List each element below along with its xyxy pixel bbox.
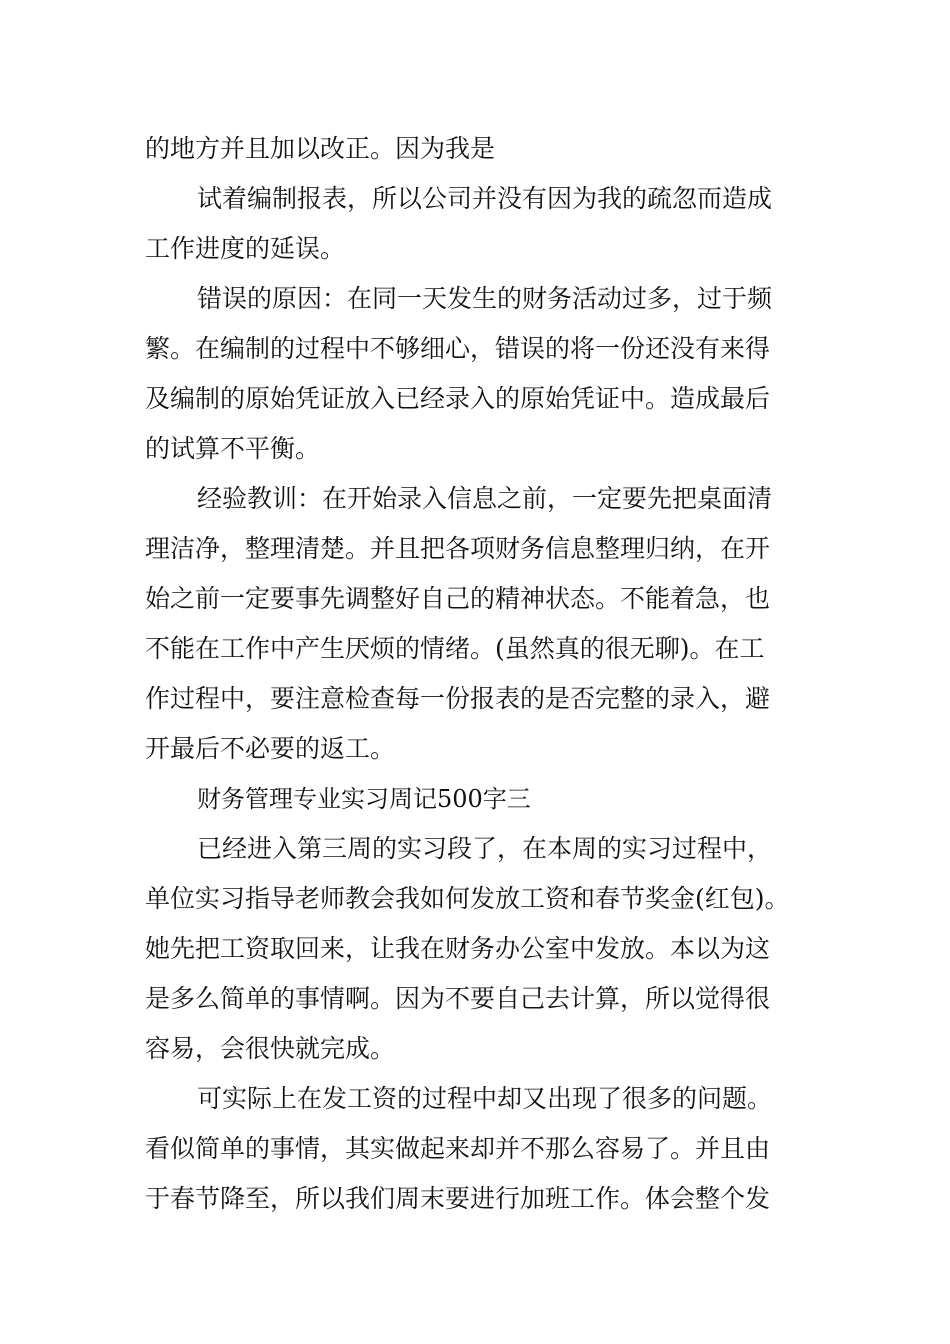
section-heading: 财务管理专业实习周记500字三 xyxy=(197,785,531,813)
text-line: 她先把工资取回来，让我在财务办公室中发放。本以为这 xyxy=(145,934,771,963)
text-line: 的地方并且加以改正。因为我是 xyxy=(145,134,496,163)
paragraph-first-line: 已经进入第三周的实习段了，在本周的实习过程中， xyxy=(197,834,773,863)
text-line: 看似简单的事情，其实做起来却并不那么容易了。并且由 xyxy=(145,1134,771,1163)
text-line: 及编制的原始凭证放入已经录入的原始凭证中。造成最后 xyxy=(145,384,771,413)
text-line: 理洁净，整理清楚。并且把各项财务信息整理归纳，在开 xyxy=(145,534,771,563)
text-line: 不能在工作中产生厌烦的情绪。(虽然真的很无聊)。在工 xyxy=(145,634,765,663)
text-line: 单位实习指导老师教会我如何发放工资和春节奖金(红包)。 xyxy=(145,884,790,913)
text-line: 的试算不平衡。 xyxy=(145,434,321,463)
text-line: 于春节降至，所以我们周末要进行加班工作。体会整个发 xyxy=(145,1184,771,1213)
text-line: 繁。在编制的过程中不够细心，错误的将一份还没有来得 xyxy=(145,334,771,363)
text-line: 是多么简单的事情啊。因为不要自己去计算，所以觉得很 xyxy=(145,984,771,1013)
text-line: 容易，会很快就完成。 xyxy=(145,1034,396,1063)
paragraph-first-line: 经验教训：在开始录入信息之前，一定要先把桌面清 xyxy=(197,484,773,513)
paragraph-first-line: 试着编制报表，所以公司并没有因为我的疏忽而造成 xyxy=(197,184,773,213)
text-line: 开最后不必要的返工。 xyxy=(145,734,396,763)
text-line: 始之前一定要事先调整好自己的精神状态。不能着急，也 xyxy=(145,584,771,613)
paragraph-first-line: 错误的原因：在同一天发生的财务活动过多，过于频 xyxy=(197,284,773,313)
text-line: 工作进度的延误。 xyxy=(145,234,346,263)
paragraph-first-line: 可实际上在发工资的过程中却又出现了很多的问题。 xyxy=(197,1084,773,1113)
text-line: 作过程中，要注意检查每一份报表的是否完整的录入，避 xyxy=(145,684,771,713)
